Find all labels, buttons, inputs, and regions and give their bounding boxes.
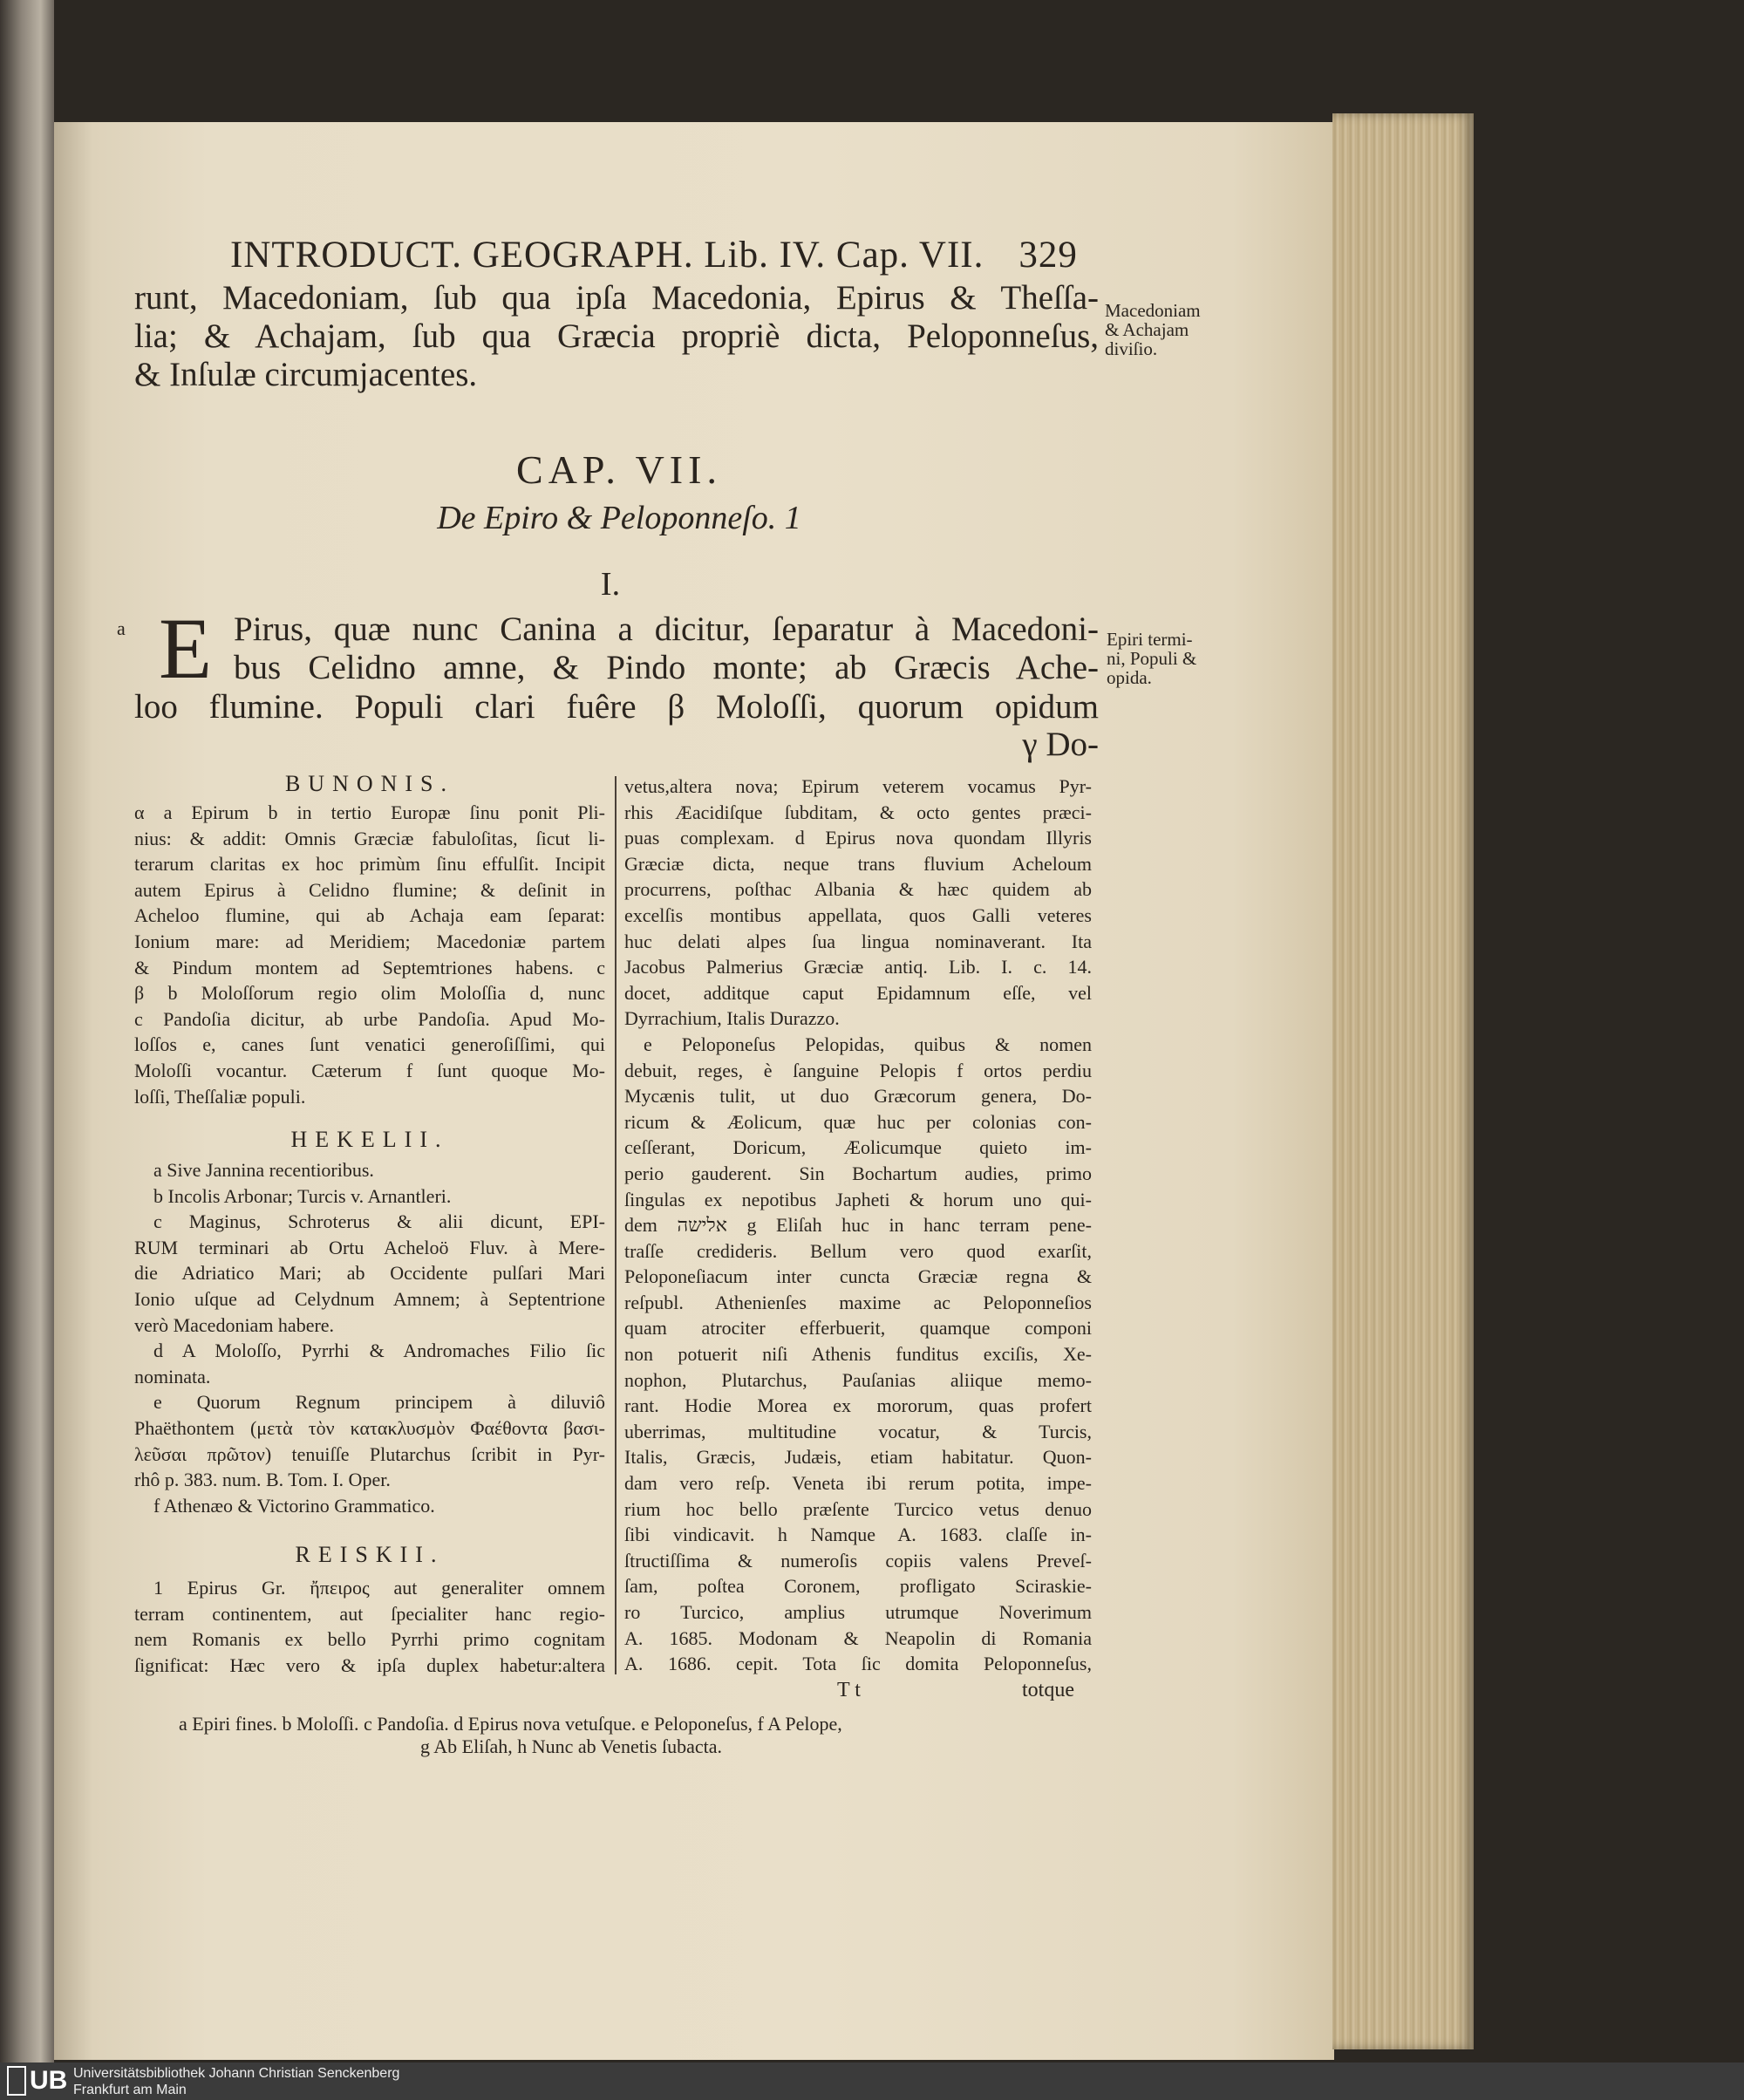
- margin-note-line: ni, Populi &: [1107, 648, 1197, 669]
- paragraph-line: γ Do-: [1022, 726, 1099, 763]
- intro-line: runt, Macedoniam, ſub qua ipſa Macedonia, Epirus & Theſſa-: [134, 279, 1099, 317]
- text-line: e Quorum Regnum principem à diluviô: [153, 1391, 605, 1414]
- text-line: e Peloponeſus Pelopidas, quibus & nomen: [644, 1033, 1092, 1055]
- text-line: excelſis montibus appellata, quos Galli veteres: [624, 903, 1092, 926]
- text-line: Peloponeſiacum inter cuncta Græciæ regna &: [624, 1265, 1092, 1288]
- text-line: quam atrociter efferbuerit, quamque componi: [624, 1317, 1092, 1340]
- text-line: ſtructiſſima & numeroſis copiis valens Preveſ-: [624, 1549, 1092, 1572]
- text-line: nem Romanis ex bello Pyrrhi primo cognitam: [134, 1628, 605, 1651]
- text-line: docet, additque caput Epidamnum eſſe, vel: [624, 981, 1092, 1004]
- footnote-line-1: a Epiri fines. b Moloſſi. c Pandoſia. d Epirus nova vetuſque. e Peloponeſus, f A Pelope,: [179, 1713, 842, 1735]
- text-line: uberrimas, multitudine vocatur, & Turcis,: [624, 1420, 1092, 1442]
- text-line: Acheloo flumine, qui ab Achaja eam ſeparat:: [134, 904, 605, 927]
- intro-line: lia; & Achajam, ſub qua Græcia propriè dicta, Peloponneſus,: [134, 317, 1099, 355]
- text-line: loſſos e, canes ſunt venatici generoſiſſimi, qui: [134, 1033, 605, 1056]
- library-name: [73, 2065, 399, 2098]
- text-line: terram continentem, aut ſpecialiter hanc regio-: [134, 1602, 605, 1625]
- text-line: autem Epirus à Celidno flumine; & deſinit in: [134, 878, 605, 901]
- text-line: c Maginus, Schroterus & alii dicunt, EPI-: [153, 1210, 605, 1233]
- catchword: totque: [1022, 1679, 1074, 1701]
- drop-cap: E: [159, 600, 213, 697]
- text-line: rant. Hodie Morea ex mororum, quas profert: [624, 1394, 1092, 1417]
- text-line: Italis, Græcis, Judæis, etiam habitatur. Quon-: [624, 1446, 1092, 1469]
- book-block-edges: [1332, 113, 1474, 2049]
- text-line: & Pindum montem ad Septemtriones habens. c: [134, 956, 605, 978]
- text-line: Phaëthontem (μετὰ τὸν κατακλυσμὸν Φαέθοντα βασι-: [134, 1416, 605, 1439]
- text-line: ricum & Æolicum, quæ huc per colonias con-: [624, 1110, 1092, 1133]
- text-line: debuit, reges, è ſanguine Pelopis f ortos perdiu: [624, 1059, 1092, 1081]
- footer-bar: [0, 2062, 1744, 2100]
- text-line: nominata.: [134, 1365, 211, 1388]
- text-line: rhis Æacidiſque ſubditam, & octo gentes præci-: [624, 801, 1092, 823]
- logo-mark-icon: [7, 2066, 26, 2096]
- chapter-subtitle: De Epiro & Peloponneſo. 1: [437, 500, 801, 536]
- text-line: f Athenæo & Victorino Grammatico.: [153, 1494, 435, 1517]
- section-number: I.: [600, 566, 621, 603]
- logo-text: UB: [30, 2066, 68, 2095]
- text-line: verò Macedoniam habere.: [134, 1313, 335, 1336]
- text-line: λεῦσαι πρῶτον) tenuiſſe Plutarchus ſcribit in Pyr-: [134, 1442, 605, 1465]
- page-number: 329: [1018, 235, 1078, 276]
- paragraph-line: Pirus, quæ nunc Canina a dicitur, ſeparatur à Macedoni-: [234, 610, 1099, 648]
- text-line: perio gauderent. Sin Bochartum audies, primo: [624, 1162, 1092, 1184]
- text-line: Græciæ dicta, neque trans fluvium Acheloum: [624, 852, 1092, 875]
- margin-note-line: Epiri termi-: [1107, 629, 1193, 650]
- text-line: traſſe credideris. Bellum vero quod exarſit,: [624, 1239, 1092, 1262]
- text-line: ro Turcico, amplius utrumque Noverimum: [624, 1601, 1092, 1623]
- text-line: reſpubl. Athenienſes maxime ac Peloponneſios: [624, 1291, 1092, 1313]
- chapter-title: CAP. VII.: [516, 447, 722, 492]
- text-line: ſam, poſtea Coronem, profligato Sciraskie-: [624, 1575, 1092, 1598]
- text-line: rhô p. 383. num. B. Tom. I. Oper.: [134, 1469, 391, 1491]
- commentary-bunonis: [134, 800, 605, 1109]
- text-line: ceſſerant, Doricum, Æolicumque quieto im-: [624, 1136, 1092, 1159]
- text-line: ſingulas ex nepotibus Japheti & horum uno qui-: [624, 1188, 1092, 1210]
- signature-mark: T t: [837, 1679, 861, 1701]
- text-line: vetus,altera nova; Epirum veterem vocamus Pyr-: [624, 775, 1092, 797]
- text-line: a Sive Jannina recentioribus.: [153, 1159, 374, 1181]
- commentary-heading-reiskii: REISKII.: [295, 1542, 445, 1567]
- text-line: rium hoc bello præſente Turcico vetus denuo: [624, 1497, 1092, 1520]
- margin-note-borders: [1107, 630, 1196, 687]
- adjacent-page-edge: [0, 0, 54, 2062]
- library-name-line-1: Universitätsbibliothek Johann Christian Senckenberg: [73, 2066, 400, 2081]
- text-line: Jacobus Palmerius Græciæ antiq. Lib. I. c. 14.: [624, 956, 1092, 978]
- text-line: ſibi vindicavit. h Namque A. 1683. claſſe in-: [624, 1524, 1092, 1546]
- text-line: Ionium mare: ad Meridiem; Macedoniæ partem: [134, 930, 605, 952]
- text-line: procurrens, poſthac Albania & hæc quidem ab: [624, 878, 1092, 901]
- marginal-marker: a: [117, 617, 126, 639]
- text-line: non potuerit niſi Athenis funditus exciſis, Xe-: [624, 1343, 1092, 1366]
- text-line: α a Epirum b in tertio Europæ ſinu ponit Pli-: [134, 801, 605, 823]
- intro-line: & Inſulæ circumjacentes.: [134, 356, 478, 393]
- library-name-line-2: Frankfurt am Main: [73, 2083, 187, 2097]
- text-line: dam vero reſp. Veneta ibi rerum potita, impe-: [624, 1472, 1092, 1495]
- text-line: 1 Epirus Gr. ἤπειρος aut generaliter omnem: [153, 1577, 605, 1599]
- text-line: loſſi, Theſſaliæ populi.: [134, 1085, 306, 1108]
- paragraph-line: bus Celidno amne, & Pindo monte; ab Græcis Ache-: [234, 649, 1099, 686]
- text-line: Mycænis tulit, ut duo Græcorum genera, Do-: [624, 1085, 1092, 1108]
- library-logo: [7, 2066, 67, 2096]
- text-line: nophon, Plutarchus, Pauſanias aliique memo-: [624, 1368, 1092, 1391]
- text-line: Moloſſi vocantur. Cæterum f ſunt quoque Mo-: [134, 1059, 605, 1081]
- text-line: nius: & addit: Omnis Græciæ fabuloſitas, ſicut li-: [134, 827, 605, 849]
- text-line: A. 1686. cepit. Tota ſic domita Peloponneſus,: [624, 1653, 1092, 1675]
- text-line: ſignificat: Hæc vero & ipſa duplex habetur:altera: [134, 1653, 605, 1676]
- margin-note-line: opida.: [1107, 667, 1152, 688]
- text-line: d A Moloſſo, Pyrrhi & Andromaches Filio ſic: [153, 1340, 605, 1362]
- commentary-heading-hekelii: HEKELII.: [290, 1127, 449, 1152]
- margin-note-line: & Achajam: [1105, 319, 1189, 340]
- text-line: b Incolis Arbonar; Turcis v. Arnantleri.: [153, 1184, 452, 1207]
- text-line: terarum claritas ex hoc primùm ſinu effulſit. Incipit: [134, 853, 605, 876]
- text-line: dem אלישה g Eliſah huc in hanc terram pene-: [624, 1214, 1092, 1237]
- text-line: c Pandoſia dicitur, ab urbe Pandoſia. Apud Mo-: [134, 1007, 605, 1030]
- running-head-title: INTRODUCT. GEOGRAPH. Lib. IV. Cap. VII.: [230, 235, 984, 276]
- margin-note-line: Macedoniam: [1105, 300, 1201, 321]
- text-line: A. 1685. Modonam & Neapolin di Romania: [624, 1626, 1092, 1649]
- commentary-reiskii: [134, 1575, 605, 1678]
- commentary-hekelii: [134, 1157, 605, 1518]
- paragraph-line: loo flumine. Populi clari fuêre β Moloſſi, quorum opidum: [134, 688, 1099, 726]
- text-line: Ionio uſque ad Celydnum Amnem; à Septentrione: [134, 1287, 605, 1310]
- column-divider: [615, 776, 617, 1674]
- text-line: β b Moloſſorum regio olim Moloſſia d, nunc: [134, 982, 605, 1005]
- text-line: Dyrrachium, Italis Durazzo.: [624, 1007, 840, 1030]
- text-line: die Adriatico Mari; ab Occidente pulſari Mari: [134, 1262, 605, 1285]
- margin-note-division: [1105, 301, 1201, 358]
- footnote-line-2: g Ab Eliſah, h Nunc ab Venetis ſubacta.: [420, 1735, 723, 1757]
- text-line: puas complexam. d Epirus nova quondam Illyris: [624, 827, 1092, 849]
- margin-note-line: diviſio.: [1105, 338, 1158, 359]
- running-head: [230, 234, 1078, 276]
- commentary-heading-bunonis: BUNONIS.: [284, 771, 455, 796]
- text-line: RUM terminari ab Ortu Acheloö Fluv. à Mere-: [134, 1236, 605, 1258]
- right-column-text: [624, 774, 1092, 1677]
- text-line: huc delati alpes ſua lingua nominaverant. Ita: [624, 930, 1092, 952]
